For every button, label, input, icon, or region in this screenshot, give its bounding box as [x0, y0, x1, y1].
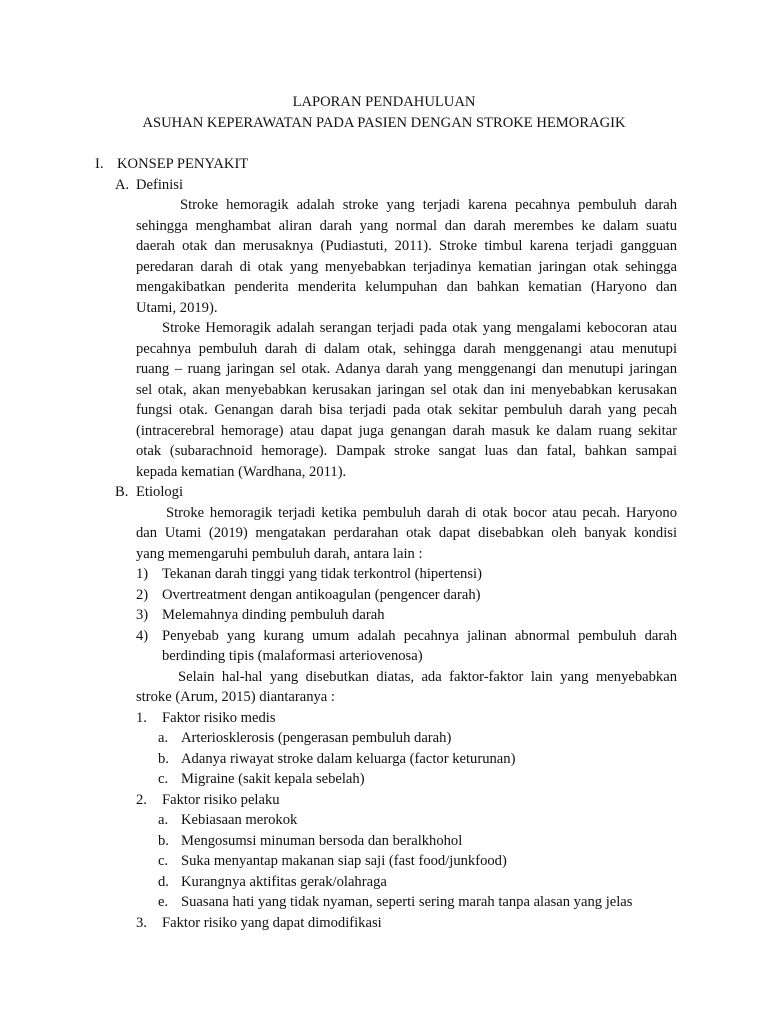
factor-item-letter: b. — [158, 833, 169, 849]
factor-title: Faktor risiko yang dapat dimodifikasi — [162, 915, 382, 931]
list-item-text: Melemahnya dinding pembuluh darah — [162, 607, 385, 623]
paragraph-line: peredaran darah di otak yang menyebabkan terjadinya kematian jaringan otak sehingga — [136, 259, 677, 275]
factor-number: 3. — [136, 915, 147, 931]
list-item-number: 2) — [136, 587, 149, 603]
list-item-number: 3) — [136, 607, 149, 623]
paragraph-line: Selain hal-hal yang disebutkan diatas, ada faktor-faktor lain yang menyebabkan — [178, 669, 677, 685]
report-subtitle: ASUHAN KEPERAWATAN PADA PASIEN DENGAN STROKE HEMORAGIK — [142, 115, 626, 131]
section-title: KONSEP PENYAKIT — [117, 156, 249, 172]
factor-item-text: Migraine (sakit kepala sebelah) — [181, 771, 365, 787]
factor-item-letter: c. — [158, 853, 169, 869]
factor-item-text: Kurangnya aktifitas gerak/olahraga — [181, 874, 387, 890]
paragraph-line: ruang – ruang jaringan sel otak. Adanya darah yang menggenangi dan menutupi jaringan — [136, 361, 677, 377]
paragraph-line: sel otak, akan menyebabkan kerusakan jaringan sel otak dan ini menyebabkan kerusakan — [136, 382, 677, 398]
factor-item-letter: b. — [158, 751, 169, 767]
paragraph-line: sehingga menghambat aliran darah yang normal dan darah merembes ke dalam suatu — [136, 218, 677, 234]
factor-item-text: Suka menyantap makanan siap saji (fast food/junkfood) — [181, 853, 507, 869]
factor-item-text: Arteriosklerosis (pengerasan pembuluh darah) — [181, 730, 452, 746]
paragraph-line: yang memengaruhi pembuluh darah, antara lain : — [136, 546, 423, 562]
subsection-b-title: Etiologi — [136, 484, 184, 500]
paragraph-line: kepada kematian (Wardhana, 2011). — [136, 464, 347, 480]
factor-item-letter: c. — [158, 771, 169, 787]
list-item-text: Overtreatment dengan antikoagulan (pengencer darah) — [162, 587, 481, 603]
factor-item-letter: a. — [158, 730, 169, 746]
paragraph-line: Stroke Hemoragik adalah serangan terjadi pada otak yang mengalami kebocoran atau — [162, 320, 677, 336]
section-number: I. — [95, 156, 104, 172]
list-item-number: 4) — [136, 628, 149, 644]
paragraph-line: (intracerebral hemorage) atau dapat juga genangan darah masuk ke dalam ruang sekitar — [136, 423, 677, 439]
paragraph-line: Stroke hemoragik adalah stroke yang terjadi karena pecahnya pembuluh darah — [180, 197, 677, 213]
factor-item-letter: d. — [158, 874, 169, 890]
list-item-text: Penyebab yang kurang umum adalah pecahnya jalinan abnormal pembuluh darah — [162, 628, 677, 644]
paragraph-line: fungsi otak. Genangan darah bisa terjadi pada otak sekitar pembuluh darah yang pecah — [136, 402, 677, 418]
factor-item-letter: e. — [158, 894, 169, 910]
list-item-number: 1) — [136, 566, 149, 582]
paragraph-line: daerah otak dan merusaknya (Pudiastuti, 2011). Stroke timbul karena terjadi gangguan — [136, 238, 677, 254]
report-title: LAPORAN PENDAHULUAN — [292, 94, 476, 110]
factor-item-text: Mengosumsi minuman bersoda dan beralkhohol — [181, 833, 463, 849]
paragraph-line: mengakibatkan penderita menderita kelumpuhan dan bahkan kematian (Haryono dan — [136, 279, 677, 295]
paragraph-line: pecahnya pembuluh darah di dalam otak, sehingga darah menggenangi atau menutupi — [136, 341, 677, 357]
factor-number: 2. — [136, 792, 147, 808]
factor-item-text: Kebiasaan merokok — [181, 812, 298, 828]
factor-item-text: Adanya riwayat stroke dalam keluarga (factor keturunan) — [181, 751, 516, 767]
paragraph-line: otak (subarachnoid hemorage). Dampak stroke sangat luas dan fatal, bahkan sampai — [136, 443, 677, 459]
subsection-a-title: Definisi — [136, 177, 184, 193]
factor-item-letter: a. — [158, 812, 169, 828]
subsection-a-letter: A. — [115, 177, 130, 193]
factor-item-text: Suasana hati yang tidak nyaman, seperti sering marah tanpa alasan yang jelas — [181, 894, 633, 910]
factor-title: Faktor risiko pelaku — [162, 792, 280, 808]
paragraph-line: dan Utami (2019) mengatakan perdarahan otak dapat disebabkan oleh banyak kondisi — [136, 525, 677, 541]
paragraph-line: Utami, 2019). — [136, 300, 218, 316]
factor-number: 1. — [136, 710, 147, 726]
paragraph-line: stroke (Arum, 2015) diantaranya : — [136, 689, 335, 705]
subsection-b-letter: B. — [115, 484, 129, 500]
factor-title: Faktor risiko medis — [162, 710, 276, 726]
list-item-text: Tekanan darah tinggi yang tidak terkontrol (hipertensi) — [162, 566, 482, 582]
paragraph-line: Stroke hemoragik terjadi ketika pembuluh darah di otak bocor atau pecah. Haryono — [166, 505, 677, 521]
list-item-text-continued: berdinding tipis (malaformasi arteriovenosa) — [162, 648, 423, 664]
